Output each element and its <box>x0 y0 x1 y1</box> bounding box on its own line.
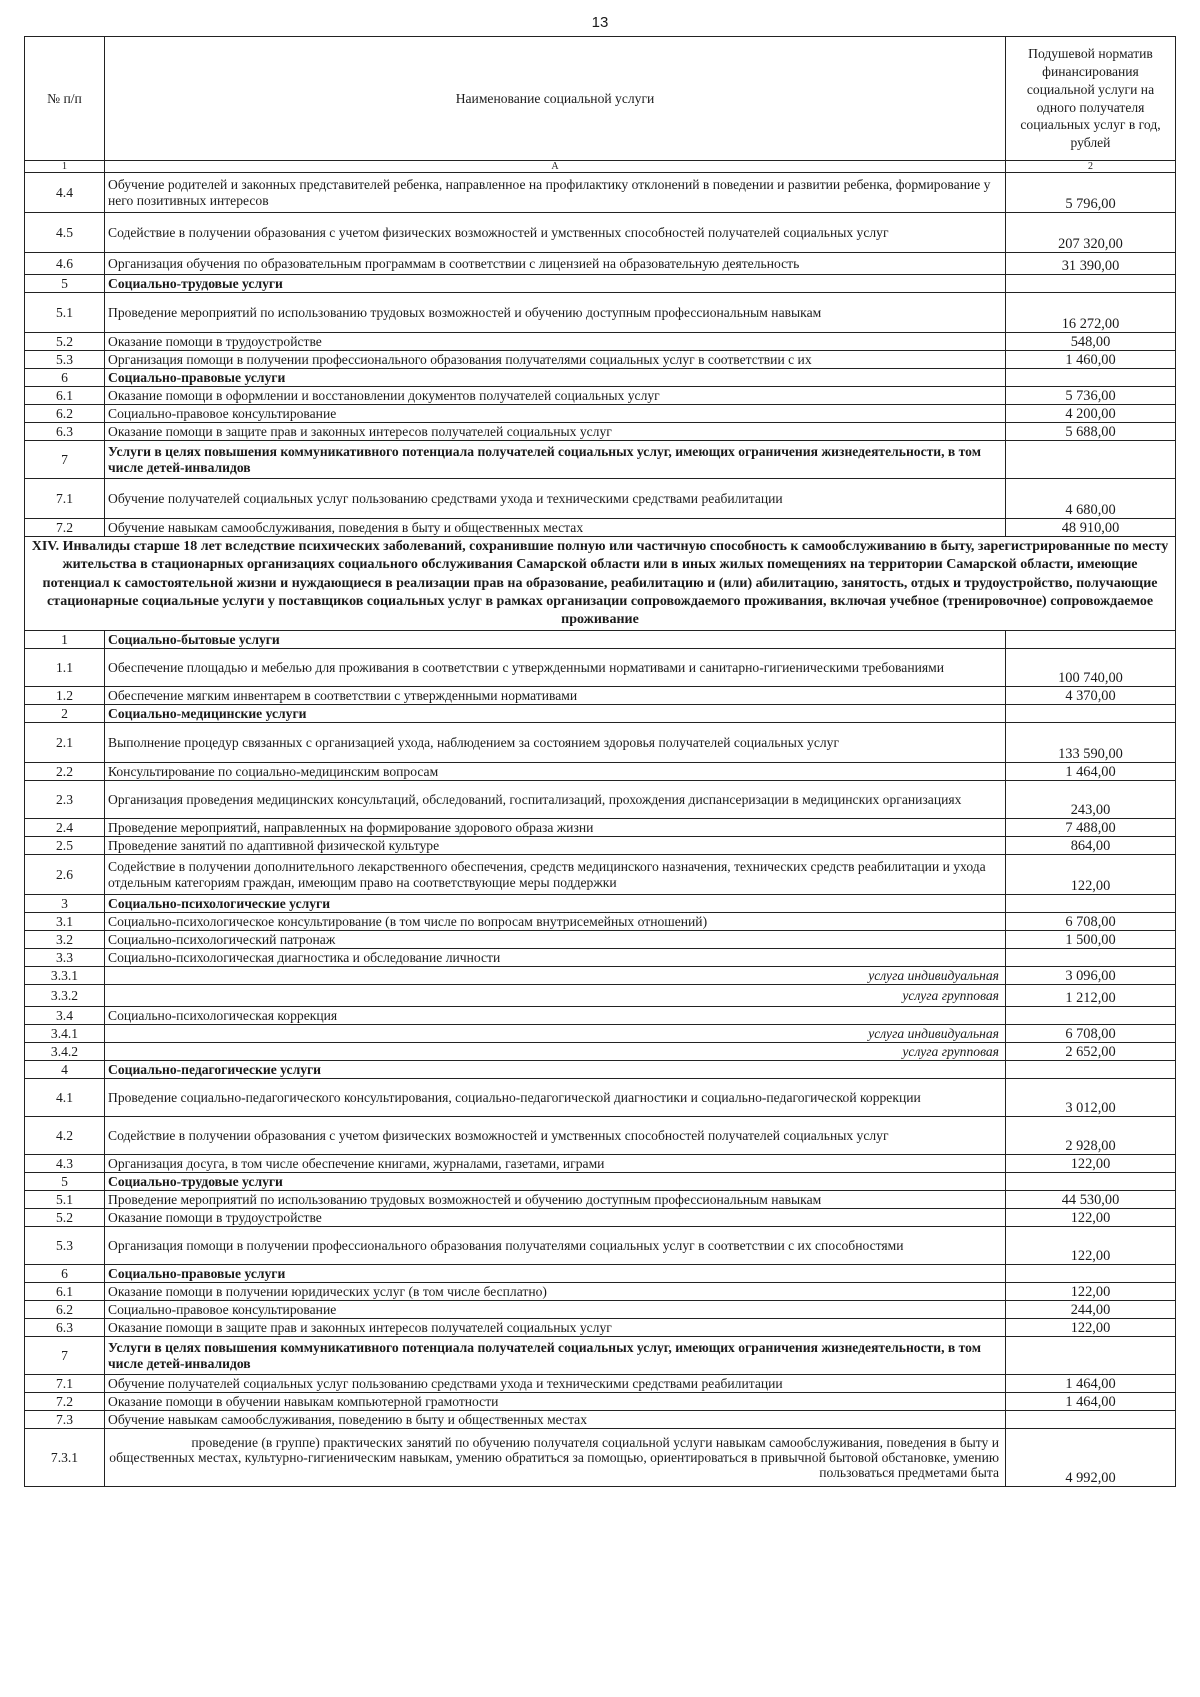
table-row <box>25 1429 1176 1487</box>
row-number: 5 <box>25 1173 105 1191</box>
row-number: 2.5 <box>25 837 105 855</box>
service-name: услуга групповая <box>105 985 1006 1007</box>
idx-value: 2 <box>1006 161 1176 173</box>
row-number: 1.1 <box>25 649 105 687</box>
service-value: 1 464,00 <box>1006 763 1176 781</box>
row-number: 2.2 <box>25 763 105 781</box>
service-name: услуга индивидуальная <box>105 967 1006 985</box>
row-number: 7.1 <box>25 1375 105 1393</box>
service-value: 7 488,00 <box>1006 819 1176 837</box>
table-row <box>25 1155 1176 1173</box>
service-name: Обучение навыкам самообслуживания, поведения в быту и общественных местах <box>105 519 1006 537</box>
service-value: 207 320,00 <box>1006 213 1176 253</box>
col-num-header: № п/п <box>25 37 105 161</box>
service-name: Проведение мероприятий по использованию трудовых возможностей и обучению доступным профессиональным навыкам <box>105 1191 1006 1209</box>
service-value: 548,00 <box>1006 333 1176 351</box>
table-row <box>25 1173 1176 1191</box>
table-row <box>25 1301 1176 1319</box>
table-row <box>25 781 1176 819</box>
row-number: 4.3 <box>25 1155 105 1173</box>
table-row <box>25 479 1176 519</box>
row-number: 6 <box>25 369 105 387</box>
table-row <box>25 333 1176 351</box>
row-number: 4.1 <box>25 1079 105 1117</box>
table-row <box>25 173 1176 213</box>
table-row <box>25 723 1176 763</box>
service-value <box>1006 1061 1176 1079</box>
row-number: 6.2 <box>25 405 105 423</box>
table-row <box>25 949 1176 967</box>
table-row <box>25 441 1176 479</box>
row-number: 7.2 <box>25 1393 105 1411</box>
table-row <box>25 837 1176 855</box>
service-name: Оказание помощи в трудоустройстве <box>105 333 1006 351</box>
table-row <box>25 1265 1176 1283</box>
table-row <box>25 763 1176 781</box>
section-title: XIV. Инвалиды старше 18 лет вследствие психических заболеваний, сохранившие полную или частичную способность к самообслуживанию в быту, зарегистрированные по месту жительства в стационарных организациях социального обслуживания Самарской области или в иных жилых помещениях на территории Самарской области, имеющие потенциал к самостоятельной жизни и нуждающиеся в реализации прав на образование, реабилитацию и (или) абилитацию, занятость, отдых и трудоустройство, получающие стационарные социальные услуги у поставщиков социальных услуг в рамках организации сопровождаемого проживания, включая учебное (тренировочное) сопровождаемое проживание <box>25 537 1176 631</box>
service-value: 1 460,00 <box>1006 351 1176 369</box>
service-name: Услуги в целях повышения коммуникативного потенциала получателей социальных услуг, имеющих ограничения жизнедеятельности, в том числе детей-инвалидов <box>105 1337 1006 1375</box>
service-name: Услуги в целях повышения коммуникативного потенциала получателей социальных услуг, имеющих ограничения жизнедеятельности, в том числе детей-инвалидов <box>105 441 1006 479</box>
table-row <box>25 1007 1176 1025</box>
table-row <box>25 855 1176 895</box>
table-row <box>25 423 1176 441</box>
table-row <box>25 1117 1176 1155</box>
service-value <box>1006 275 1176 293</box>
row-number: 5.3 <box>25 351 105 369</box>
service-name: Социально-психологический патронаж <box>105 931 1006 949</box>
row-number: 5.2 <box>25 333 105 351</box>
row-number: 3 <box>25 895 105 913</box>
service-value <box>1006 1411 1176 1429</box>
service-name: Оказание помощи в защите прав и законных интересов получателей социальных услуг <box>105 423 1006 441</box>
service-value <box>1006 1337 1176 1375</box>
service-name: Социально-правовые услуги <box>105 1265 1006 1283</box>
service-name: Социально-медицинские услуги <box>105 705 1006 723</box>
service-value <box>1006 369 1176 387</box>
service-name: Содействие в получении образования с учетом физических возможностей и умственных способностей получателей социальных услуг <box>105 1117 1006 1155</box>
service-value: 1 212,00 <box>1006 985 1176 1007</box>
row-number: 4.6 <box>25 253 105 275</box>
table-row <box>25 1061 1176 1079</box>
service-name: Консультирование по социально-медицинским вопросам <box>105 763 1006 781</box>
table-row <box>25 519 1176 537</box>
row-number: 2.4 <box>25 819 105 837</box>
table-row <box>25 405 1176 423</box>
service-value: 1 464,00 <box>1006 1375 1176 1393</box>
service-name: Социально-психологическое консультирование (в том числе по вопросам внутрисемейных отношений) <box>105 913 1006 931</box>
service-name: Социально-бытовые услуги <box>105 631 1006 649</box>
row-number: 3.4.2 <box>25 1043 105 1061</box>
service-value <box>1006 1265 1176 1283</box>
section-row <box>25 537 1176 631</box>
service-name: Обучение получателей социальных услуг пользованию средствами ухода и техническими средствами реабилитации <box>105 1375 1006 1393</box>
row-number: 3.4 <box>25 1007 105 1025</box>
table-row <box>25 819 1176 837</box>
service-value: 864,00 <box>1006 837 1176 855</box>
row-number: 5.2 <box>25 1209 105 1227</box>
service-value: 3 096,00 <box>1006 967 1176 985</box>
service-value: 243,00 <box>1006 781 1176 819</box>
row-number: 3.1 <box>25 913 105 931</box>
table-row <box>25 1411 1176 1429</box>
service-value <box>1006 949 1176 967</box>
service-value: 1 500,00 <box>1006 931 1176 949</box>
row-number: 2 <box>25 705 105 723</box>
service-value: 6 708,00 <box>1006 1025 1176 1043</box>
service-value <box>1006 705 1176 723</box>
row-number: 3.4.1 <box>25 1025 105 1043</box>
service-value: 122,00 <box>1006 1155 1176 1173</box>
row-number: 2.6 <box>25 855 105 895</box>
idx-num: 1 <box>25 161 105 173</box>
table-row <box>25 275 1176 293</box>
row-number: 6.1 <box>25 387 105 405</box>
table-row <box>25 985 1176 1007</box>
row-number: 1 <box>25 631 105 649</box>
table-row <box>25 931 1176 949</box>
service-name: Организация помощи в получении профессионального образования получателями социальных услуг в соответствии с их <box>105 351 1006 369</box>
service-name: Социально-трудовые услуги <box>105 275 1006 293</box>
header-row <box>25 37 1176 161</box>
service-value: 2 652,00 <box>1006 1043 1176 1061</box>
table-row <box>25 1227 1176 1265</box>
service-name: услуга индивидуальная <box>105 1025 1006 1043</box>
row-number: 5.1 <box>25 293 105 333</box>
table-row <box>25 649 1176 687</box>
table-row <box>25 387 1176 405</box>
row-number: 7 <box>25 1337 105 1375</box>
service-name: Социально-трудовые услуги <box>105 1173 1006 1191</box>
service-name: Оказание помощи в получении юридических услуг (в том числе бесплатно) <box>105 1283 1006 1301</box>
row-number: 3.3.2 <box>25 985 105 1007</box>
service-name: Обучение родителей и законных представителей ребенка, направленное на профилактику отклонений в поведении и развитии ребенка, формирование у него позитивных интересов <box>105 173 1006 213</box>
row-number: 4.5 <box>25 213 105 253</box>
row-number: 1.2 <box>25 687 105 705</box>
row-number: 4.2 <box>25 1117 105 1155</box>
service-name: Проведение мероприятий по использованию трудовых возможностей и обучению доступным профессиональным навыкам <box>105 293 1006 333</box>
service-name: Проведение занятий по адаптивной физической культуре <box>105 837 1006 855</box>
service-value: 5 736,00 <box>1006 387 1176 405</box>
service-value: 100 740,00 <box>1006 649 1176 687</box>
service-value <box>1006 441 1176 479</box>
service-value: 4 680,00 <box>1006 479 1176 519</box>
service-value: 1 464,00 <box>1006 1393 1176 1411</box>
service-name: Социально-правовое консультирование <box>105 1301 1006 1319</box>
table-row <box>25 687 1176 705</box>
service-name: Проведение социально-педагогического консультирования, социально-педагогической диагностики и социально-педагогической коррекции <box>105 1079 1006 1117</box>
service-name: проведение (в группе) практических занятий по обучению получателя социальной услуги навыкам самообслуживания, поведения в быту и общественных местах, культурно-гигиеническим навыкам, умению обратиться за помощью, ориентироваться в привычной бытовой обстановке, умению пользоваться предметами быта <box>105 1429 1006 1487</box>
table-row <box>25 1191 1176 1209</box>
service-name: Организация проведения медицинских консультаций, обследований, госпитализаций, прохождения диспансеризации в медицинских организациях <box>105 781 1006 819</box>
table-row <box>25 1319 1176 1337</box>
service-name: Оказание помощи в трудоустройстве <box>105 1209 1006 1227</box>
page-number: 13 <box>591 14 609 31</box>
service-name: Обеспечение мягким инвентарем в соответствии с утвержденными нормативами <box>105 687 1006 705</box>
service-name: Социально-правовые услуги <box>105 369 1006 387</box>
table-row <box>25 967 1176 985</box>
service-name: Проведение мероприятий, направленных на формирование здорового образа жизни <box>105 819 1006 837</box>
service-value <box>1006 895 1176 913</box>
table-row <box>25 1025 1176 1043</box>
service-value: 4 200,00 <box>1006 405 1176 423</box>
row-number: 3.3 <box>25 949 105 967</box>
service-name: Социально-психологические услуги <box>105 895 1006 913</box>
service-name: Организация обучения по образовательным программам в соответствии с лицензией на образовательную деятельность <box>105 253 1006 275</box>
service-name: Обучение навыкам самообслуживания, поведению в быту и общественных местах <box>105 1411 1006 1429</box>
service-value: 5 796,00 <box>1006 173 1176 213</box>
row-number: 3.3.1 <box>25 967 105 985</box>
service-value: 44 530,00 <box>1006 1191 1176 1209</box>
row-number: 6.3 <box>25 423 105 441</box>
service-value: 122,00 <box>1006 1319 1176 1337</box>
row-number: 7.3.1 <box>25 1429 105 1487</box>
service-value: 4 370,00 <box>1006 687 1176 705</box>
row-number: 5.3 <box>25 1227 105 1265</box>
service-value <box>1006 1173 1176 1191</box>
table-row <box>25 1375 1176 1393</box>
table-row <box>25 1079 1176 1117</box>
table-row <box>25 1337 1176 1375</box>
service-value: 122,00 <box>1006 1209 1176 1227</box>
table-row <box>25 1043 1176 1061</box>
service-name: Содействие в получении образования с учетом физических возможностей и умственных способностей получателей социальных услуг <box>105 213 1006 253</box>
table-row <box>25 1283 1176 1301</box>
service-value: 6 708,00 <box>1006 913 1176 931</box>
table-row <box>25 895 1176 913</box>
service-value: 133 590,00 <box>1006 723 1176 763</box>
table-row <box>25 369 1176 387</box>
service-name: Организация досуга, в том числе обеспечение книгами, журналами, газетами, играми <box>105 1155 1006 1173</box>
service-name: услуга групповая <box>105 1043 1006 1061</box>
table-row <box>25 213 1176 253</box>
row-number: 6.3 <box>25 1319 105 1337</box>
index-row <box>25 161 1176 173</box>
service-value: 244,00 <box>1006 1301 1176 1319</box>
table-row <box>25 253 1176 275</box>
row-number: 6.2 <box>25 1301 105 1319</box>
row-number: 2.1 <box>25 723 105 763</box>
row-number: 4.4 <box>25 173 105 213</box>
service-name: Обеспечение площадью и мебелью для проживания в соответствии с утвержденными нормативами и санитарно-гигиеническими требованиями <box>105 649 1006 687</box>
service-name: Организация помощи в получении профессионального образования получателями социальных услуг в соответствии с их способностями <box>105 1227 1006 1265</box>
service-name: Социально-педагогические услуги <box>105 1061 1006 1079</box>
service-value: 2 928,00 <box>1006 1117 1176 1155</box>
row-number: 2.3 <box>25 781 105 819</box>
service-value: 48 910,00 <box>1006 519 1176 537</box>
table-row <box>25 705 1176 723</box>
service-name: Содействие в получении дополнительного лекарственного обеспечения, средств медицинского назначения, технических средств реабилитации и ухода отдельным категориям граждан, имеющим право на соответствующие меры поддержки <box>105 855 1006 895</box>
table-row <box>25 1209 1176 1227</box>
service-value: 122,00 <box>1006 855 1176 895</box>
row-number: 5.1 <box>25 1191 105 1209</box>
service-name: Социально-психологическая диагностика и обследование личности <box>105 949 1006 967</box>
idx-name: А <box>105 161 1006 173</box>
service-name: Оказание помощи в оформлении и восстановлении документов получателей социальных услуг <box>105 387 1006 405</box>
service-value <box>1006 1007 1176 1025</box>
row-number: 6 <box>25 1265 105 1283</box>
service-value: 122,00 <box>1006 1283 1176 1301</box>
row-number: 7.1 <box>25 479 105 519</box>
service-name: Социально-психологическая коррекция <box>105 1007 1006 1025</box>
service-name: Обучение получателей социальных услуг пользованию средствами ухода и техническими средствами реабилитации <box>105 479 1006 519</box>
service-value: 16 272,00 <box>1006 293 1176 333</box>
service-value: 3 012,00 <box>1006 1079 1176 1117</box>
row-number: 3.2 <box>25 931 105 949</box>
table-row <box>25 631 1176 649</box>
table-row <box>25 913 1176 931</box>
table-row <box>25 351 1176 369</box>
col-name-header: Наименование социальной услуги <box>105 37 1006 161</box>
service-value <box>1006 631 1176 649</box>
service-value: 4 992,00 <box>1006 1429 1176 1487</box>
service-name: Социально-правовое консультирование <box>105 405 1006 423</box>
row-number: 4 <box>25 1061 105 1079</box>
service-name: Выполнение процедур связанных с организацией ухода, наблюдением за состоянием здоровья получателей социальных услуг <box>105 723 1006 763</box>
service-value: 122,00 <box>1006 1227 1176 1265</box>
services-table <box>24 36 1176 1487</box>
row-number: 5 <box>25 275 105 293</box>
row-number: 6.1 <box>25 1283 105 1301</box>
row-number: 7 <box>25 441 105 479</box>
service-value: 5 688,00 <box>1006 423 1176 441</box>
service-name: Оказание помощи в защите прав и законных интересов получателей социальных услуг <box>105 1319 1006 1337</box>
service-value: 31 390,00 <box>1006 253 1176 275</box>
row-number: 7.3 <box>25 1411 105 1429</box>
table-row <box>25 1393 1176 1411</box>
table-row <box>25 293 1176 333</box>
col-value-header: Подушевой норматив финансирования социальной услуги на одного получателя социальных услуг в год, рублей <box>1006 37 1176 161</box>
service-name: Оказание помощи в обучении навыкам компьютерной грамотности <box>105 1393 1006 1411</box>
row-number: 7.2 <box>25 519 105 537</box>
